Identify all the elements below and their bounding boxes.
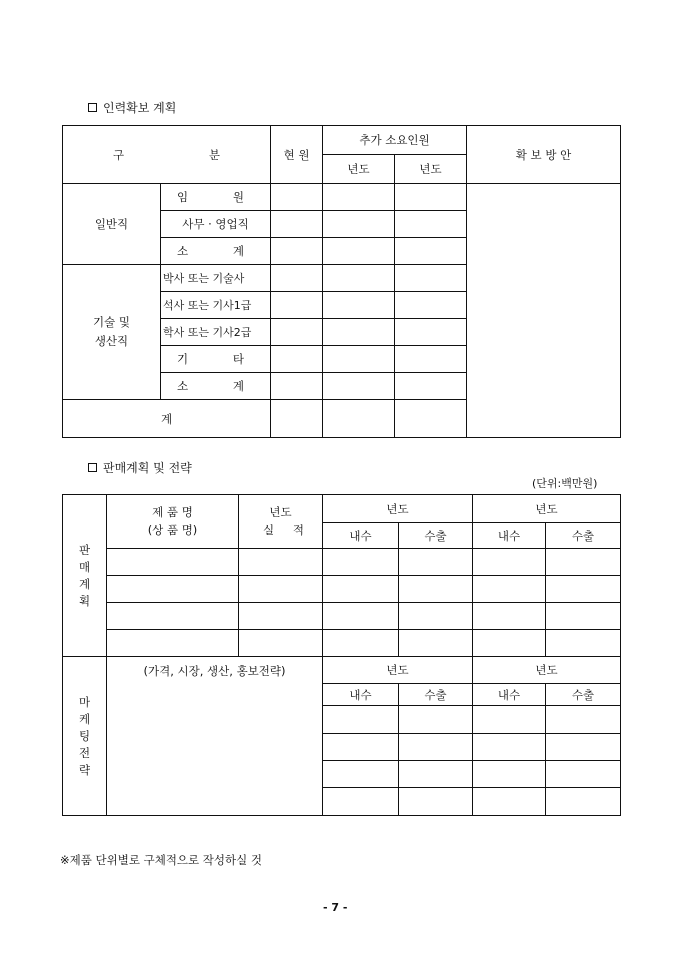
cell[interactable]	[473, 549, 546, 576]
export-header: 수출	[546, 684, 621, 706]
cell[interactable]	[395, 184, 467, 211]
acquisition-plan-header: 확 보 방 안	[467, 126, 621, 184]
sales-plan-table	[62, 494, 621, 816]
cell[interactable]	[107, 576, 239, 603]
cell[interactable]	[473, 761, 546, 788]
cell[interactable]	[323, 292, 395, 319]
domestic-header: 내수	[323, 523, 399, 549]
cell[interactable]	[271, 400, 323, 438]
cell[interactable]	[546, 603, 621, 630]
cell[interactable]	[395, 292, 467, 319]
checkbox-square-icon	[88, 103, 97, 112]
cell[interactable]	[271, 211, 323, 238]
row-label-subtotal: 소 계	[161, 373, 271, 400]
cell[interactable]	[473, 788, 546, 816]
cell[interactable]	[323, 211, 395, 238]
sales-plan-side-label: 판 매 계 획	[63, 495, 107, 657]
cell[interactable]	[546, 549, 621, 576]
cell[interactable]	[271, 292, 323, 319]
cell[interactable]	[239, 603, 323, 630]
cell[interactable]	[399, 630, 473, 657]
domestic-header: 내수	[473, 684, 546, 706]
cell[interactable]	[107, 603, 239, 630]
acquisition-plan-cell[interactable]	[467, 184, 621, 438]
cell[interactable]	[399, 603, 473, 630]
cell[interactable]	[323, 734, 399, 761]
marketing-strategy-cell[interactable]: (가격, 시장, 생산, 홍보전략)	[107, 657, 323, 816]
row-label-executive: 임 원	[161, 184, 271, 211]
cell[interactable]	[546, 761, 621, 788]
unit-label: (단위:백만원)	[532, 477, 598, 490]
cell[interactable]	[323, 630, 399, 657]
cell[interactable]	[473, 603, 546, 630]
cell[interactable]	[107, 630, 239, 657]
page-number: - 7 -	[323, 901, 348, 914]
marketing-side-label: 마 케 팅 전 략	[63, 657, 107, 816]
tech-staff-label: 기술 및 생산직	[63, 265, 161, 400]
cell[interactable]	[546, 788, 621, 816]
cell[interactable]	[473, 630, 546, 657]
product-name-header: 제 품 명 (상 품 명)	[107, 495, 239, 549]
section2-title: 판매계획 및 전략	[88, 459, 192, 476]
cell[interactable]	[323, 788, 399, 816]
domestic-header: 내수	[323, 684, 399, 706]
cell[interactable]	[473, 576, 546, 603]
cell[interactable]	[323, 319, 395, 346]
cell[interactable]	[323, 400, 395, 438]
staffing-plan-table	[62, 125, 621, 438]
cell[interactable]	[323, 373, 395, 400]
export-header: 수출	[399, 684, 473, 706]
cell[interactable]	[473, 734, 546, 761]
cell[interactable]	[271, 373, 323, 400]
cell[interactable]	[239, 549, 323, 576]
cell[interactable]	[271, 238, 323, 265]
row-label-bachelors: 학사 또는 기사2급	[161, 319, 271, 346]
export-header: 수출	[399, 523, 473, 549]
category-header: 구 분	[63, 126, 271, 184]
additional-staff-header: 추가 소요인원	[323, 126, 467, 155]
cell[interactable]	[239, 630, 323, 657]
year-b-header: 년도	[473, 495, 621, 523]
cell[interactable]	[323, 265, 395, 292]
row-label-subtotal: 소 계	[161, 238, 271, 265]
cell[interactable]	[271, 184, 323, 211]
row-label-office-sales: 사무 · 영업직	[161, 211, 271, 238]
cell[interactable]	[323, 603, 399, 630]
cell[interactable]	[546, 576, 621, 603]
cell[interactable]	[323, 576, 399, 603]
cell[interactable]	[271, 346, 323, 373]
cell[interactable]	[395, 211, 467, 238]
domestic-header: 내수	[473, 523, 546, 549]
cell[interactable]	[323, 346, 395, 373]
cell[interactable]	[473, 706, 546, 734]
year-a-header: 년도	[323, 495, 473, 523]
cell[interactable]	[399, 549, 473, 576]
checkbox-square-icon	[88, 463, 97, 472]
row-label-other: 기 타	[161, 346, 271, 373]
general-staff-label: 일반직	[63, 184, 161, 265]
cell[interactable]	[107, 549, 239, 576]
cell[interactable]	[239, 576, 323, 603]
year-a-header: 년도	[323, 657, 473, 684]
export-header: 수출	[546, 523, 621, 549]
cell[interactable]	[399, 734, 473, 761]
cell[interactable]	[395, 319, 467, 346]
cell[interactable]	[546, 630, 621, 657]
cell[interactable]	[323, 761, 399, 788]
cell[interactable]	[399, 706, 473, 734]
cell[interactable]	[399, 761, 473, 788]
year-record-header: 년도 실 적	[239, 495, 323, 549]
cell[interactable]	[399, 788, 473, 816]
row-label-phd: 박사 또는 기술사	[161, 265, 271, 292]
year1-header: 년도	[323, 155, 395, 184]
cell[interactable]	[395, 238, 467, 265]
cell[interactable]	[323, 238, 395, 265]
cell[interactable]	[395, 346, 467, 373]
year-b-header: 년도	[473, 657, 621, 684]
year2-header: 년도	[395, 155, 467, 184]
section1-title: 인력확보 계획	[88, 99, 176, 116]
cell[interactable]	[323, 706, 399, 734]
current-staff-header: 현 원	[271, 126, 323, 184]
cell[interactable]	[271, 265, 323, 292]
cell[interactable]	[323, 549, 399, 576]
cell[interactable]	[546, 706, 621, 734]
cell[interactable]	[395, 265, 467, 292]
cell[interactable]	[546, 734, 621, 761]
cell[interactable]	[395, 373, 467, 400]
cell[interactable]	[399, 576, 473, 603]
cell[interactable]	[271, 319, 323, 346]
row-label-masters: 석사 또는 기사1급	[161, 292, 271, 319]
total-label: 계	[63, 400, 271, 438]
cell[interactable]	[323, 184, 395, 211]
footnote: ※제품 단위별로 구체적으로 작성하실 것	[60, 853, 262, 867]
cell[interactable]	[395, 400, 467, 438]
